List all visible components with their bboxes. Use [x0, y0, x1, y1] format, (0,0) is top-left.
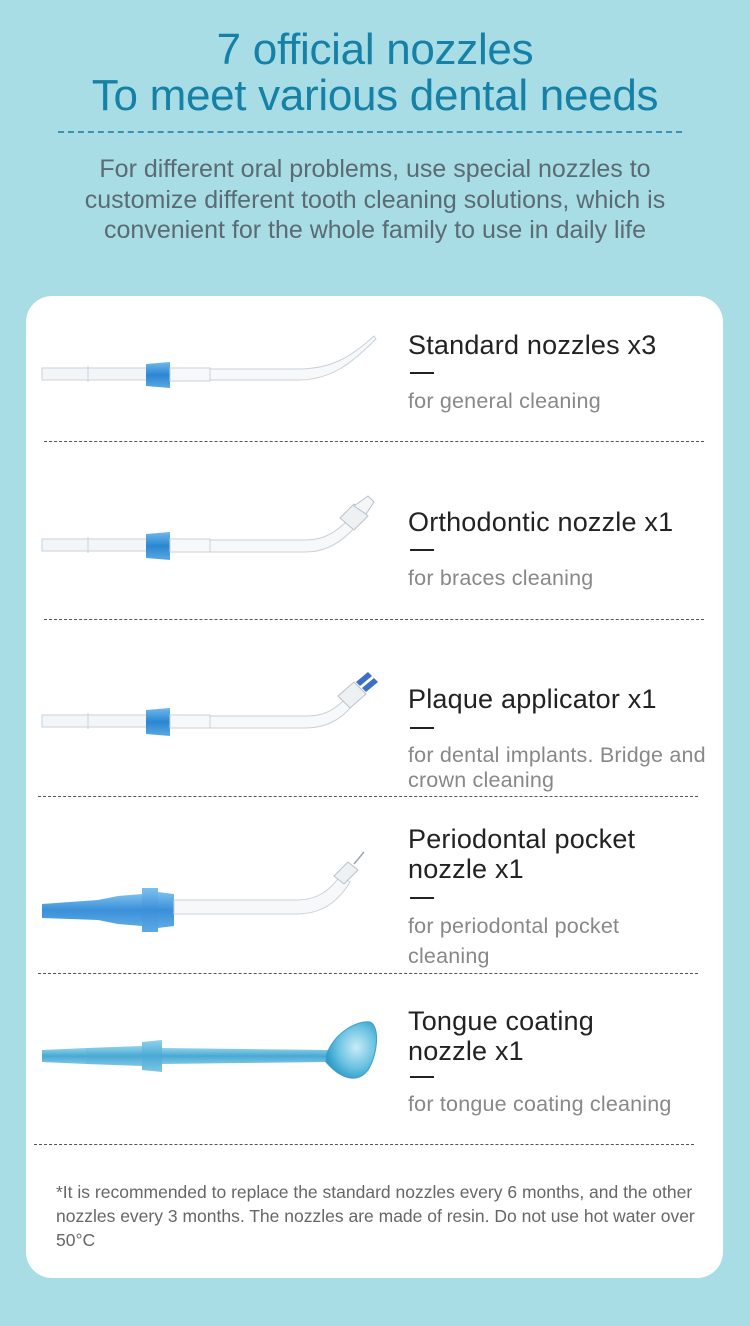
- nozzle-desc: for dental implants. Bridge and crown cleaning: [408, 743, 706, 792]
- nozzle-title: Orthodontic nozzle x1: [408, 507, 674, 537]
- nozzle-desc: for periodontal pocket cleaning: [408, 914, 620, 968]
- title-dash: [410, 727, 434, 729]
- standard-nozzle-icon: [38, 328, 378, 398]
- nozzle-title: Periodontal pocket nozzle x1: [408, 824, 636, 884]
- title-dash: [410, 897, 434, 899]
- title-dash: [410, 372, 434, 374]
- title-dash: [410, 549, 434, 551]
- row-divider: [38, 796, 698, 797]
- row-divider: [38, 973, 698, 974]
- nozzle-desc: for braces cleaning: [408, 566, 594, 590]
- title-dash: [410, 1076, 434, 1078]
- nozzle-title: Tongue coating nozzle x1: [408, 1006, 594, 1066]
- page-title-line-1: 7 official nozzles: [216, 25, 534, 74]
- page-title-line-2: To meet various dental needs: [91, 71, 659, 120]
- care-note: *It is recommended to replace the standard nozzles every 6 months, and the other nozzles every 3 months. The nozzles are made of resin. Do not use hot water over 50°C: [56, 1182, 695, 1250]
- row-divider: [44, 441, 704, 442]
- row-divider: [44, 619, 704, 620]
- row-divider: [34, 1144, 694, 1145]
- plaque-applicator-icon: [38, 670, 383, 750]
- orthodontic-nozzle-icon: [38, 494, 383, 574]
- tongue-coating-nozzle-icon: [38, 1014, 383, 1104]
- nozzle-desc: for tongue coating cleaning: [408, 1092, 672, 1116]
- nozzle-title: Plaque applicator x1: [408, 684, 657, 714]
- periodontal-pocket-nozzle-icon: [38, 848, 368, 938]
- nozzle-title: Standard nozzles x3: [408, 330, 657, 360]
- nozzle-desc: for general cleaning: [408, 389, 601, 413]
- title-divider: [58, 131, 682, 133]
- page-subtitle: For different oral problems, use special nozzles to customize different tooth cleaning solutions, which is convenient for the whole family to use in daily life: [84, 155, 666, 244]
